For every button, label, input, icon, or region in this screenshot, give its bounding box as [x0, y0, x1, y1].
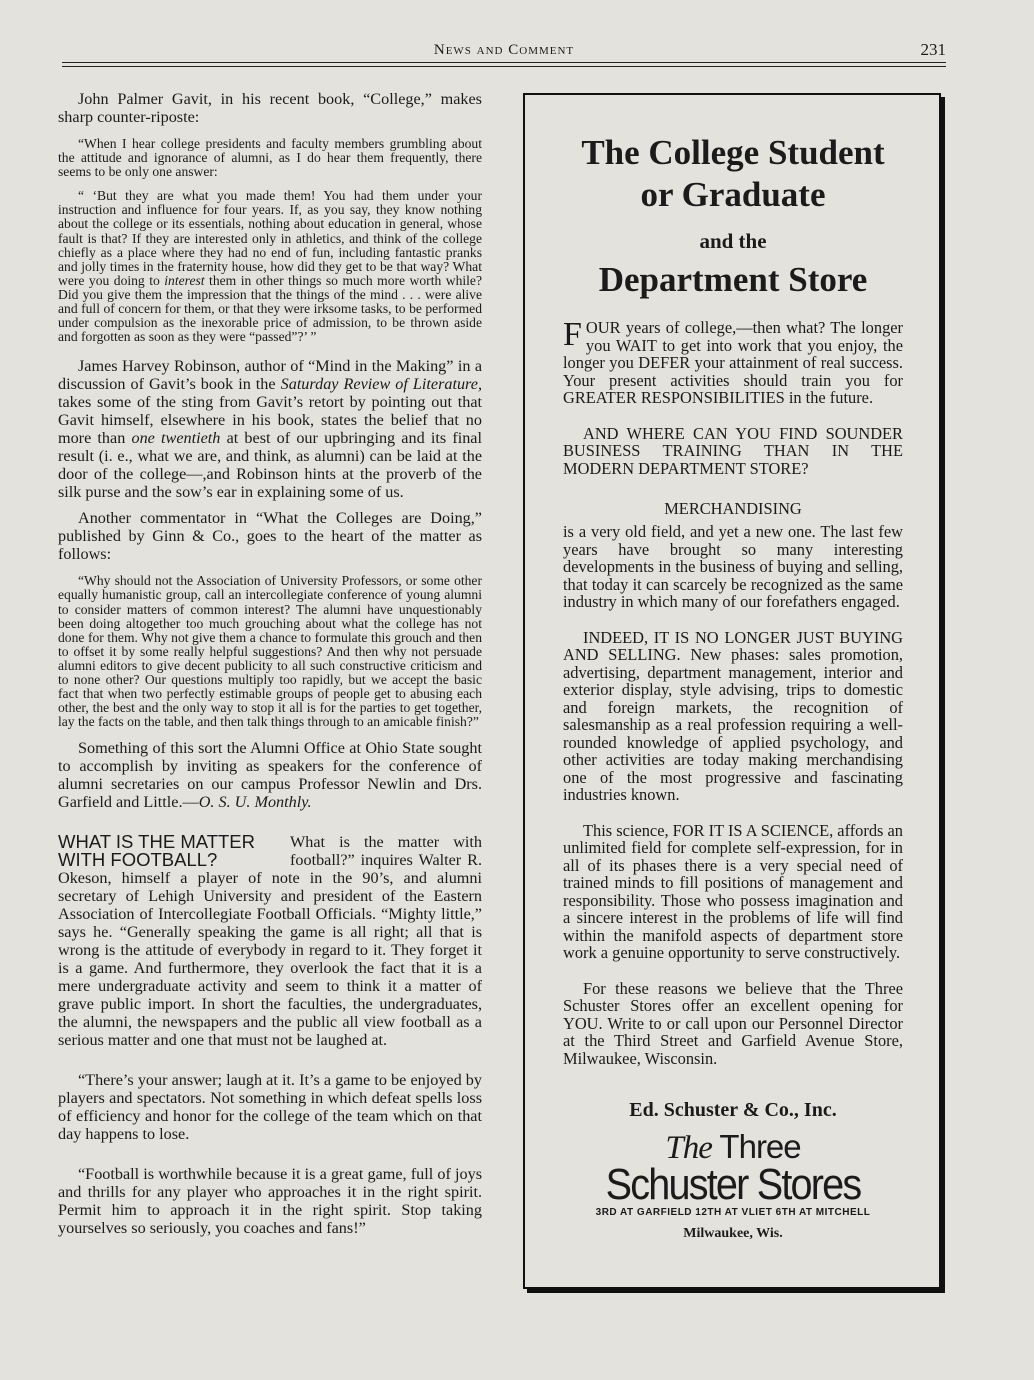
paragraph: James Harvey Robinson, author of “Mind in the Making” in a discussion of Gavit’s book in the Saturday Review of Literature, takes some of the sting from Gavit’s retort by pointing out that Gavit himself, elsewhere in his book, states the belief that no more than one twentieth at best of our upbringing and its final result (i. e., what we are, and think, as alumni) can be laid at the door of the college—,and Robinson hints at the proverb of the silk purse and the sow’s ear in explaining some of us. [58, 357, 482, 502]
block-quote: “When I hear college presidents and faculty members grumbling about the attitude and ignorance of alumni, as I do hear them frequently, there seems to be only one answer: [58, 136, 482, 180]
ad-signature: Ed. Schuster & Co., Inc. [629, 1099, 837, 1121]
ad-title: or Graduate [640, 175, 826, 214]
paragraph: Something of this sort the Alumni Office at Ohio State sought to accomplish by inviting as speakers for the conference of alumni secretaries on our campus Professor Newlin and Drs. Garfield and Little.—O. S. U. Monthly. [58, 739, 482, 812]
ad-title: Department Store [598, 260, 868, 299]
ad-paragraph: This science, FOR IT IS A SCIENCE, affords an unlimited field for complete self-expression, for in all of its phases there is a very special need of trained minds to fill positions of management and responsibility. Those who possess imagination and a sincere interest in the problems of life will find within the manifold aspects of department store work a genuine opportunity to serve constructively. [563, 820, 903, 962]
ad-subhead: MERCHANDISING [664, 499, 802, 518]
paragraph: “There’s your answer; laugh at it. It’s a game to be enjoyed by players and spectators. Not something in which defeat spells loss of efficiency and honor for the college of the team which on that day happens to lose. [58, 1071, 482, 1144]
left-column [58, 90, 482, 1237]
ad-paragraph: For these reasons we believe that the Three Schuster Stores offer an excellent opening for YOU. Write to or call upon our Personnel Director at the Third Street and Garfield Avenue Store, Milwaukee, Wisconsin. [563, 978, 903, 1068]
ad-subtitle: and the [699, 229, 767, 253]
paragraph: Another commentator in “What the Colleges are Doing,” published by Ginn & Co., goes to the heart of the matter as follows: [58, 509, 482, 564]
paragraph: John Palmer Gavit, in his recent book, “College,” makes sharp counter-riposte: [58, 90, 482, 126]
header-rule-2 [62, 66, 946, 67]
store-city: Milwaukee, Wis. [683, 1226, 783, 1241]
paragraph: What is the matter with football?” inquires Walter R. Okeson, himself a player of note in the 90’s, and alumni secretary of Lehigh University and president of the Eastern Association of Intercollegiate Football Officials. “Mighty little,” says he. “Generally speaking the game is all right; all that is wrong is the attitude of everybody in regard to it. They forget it is a game. And furthermore, they overlook the fact that it is a mere undergraduate activity and seem to think it a matter of grave public import. In short the faculties, the undergraduates, the alumni, the newspapers and the public all view football as a serious matter and one that must not be laughed at. [58, 833, 482, 1050]
ad-paragraph: FOUR years of college,—then what? The longer you WAIT to get into work that you enjoy, the longer you DEFER your attainment of real success. Your present activities should train you for GREATER RESPONSIBILITIES in the future. [563, 316, 903, 407]
ad-title: The College Student [581, 133, 885, 172]
block-quote: “ ‘But they are what you made them! You had them under your instruction and influence for four years. If, as you say, they know nothing about the college or its essentials, nothing about education in general, whose fault is that? If they are interested only in athletics, and think of the college chiefly as a place where they had no end of fun, including fantastic pranks and jolly times in the fraternity house, how did they get to be that way? What were you doing to interest them in other things so much more worth while? Did you give them the impression that the things of the mind . . . were alive and full of concern for them, or that they were irksome tasks, to be performed under compulsion as the inexorable price of admission, to be thrown aside and forgotten as soon as they were “passed”?’ ” [58, 188, 482, 345]
store-logo-name: Schuster Stores [605, 1160, 861, 1209]
block-quote: “Why should not the Association of University Professors, or some other equally humanistic group, call an intercollegiate conference of young alumni to consider matters of common interest? The alumni have unquestionably been doing altogether too much grouching about what the college has not done for them. Why not give them a chance to formulate this grouch and then to offset it by some really helpful suggestions? And then why not persuade alumni editors to give decent publicity to all such constructive criticism and to none other? Our questions multiply too rapidly, but we accept the basic fact that when two perfectly estimable groups of people get to abusing each other, the best and the only way to stop it all is for the parties to get together, lay the facts on the table, and then talk things through to an amicable finish?” [58, 573, 482, 730]
drop-cap: F [563, 316, 582, 353]
header-rule [62, 62, 946, 63]
section-heading: WHAT IS THE MATTER WITH FOOTBALL? [58, 831, 255, 871]
ad-paragraph: AND WHERE CAN YOU FIND SOUNDER BUSINESS TRAINING THAN IN THE MODERN DEPARTMENT STORE? [563, 423, 903, 478]
store-logo: The Three [665, 1128, 801, 1166]
running-title: News and Comment [433, 42, 575, 58]
ad-paragraph: is a very old field, and yet a new one. The last few years have brought so many interesting developments in the business of buying and selling, that today it can scarcely be recognized as the same industry in which many of our forefathers engaged. [563, 522, 903, 611]
ad-paragraph: INDEED, IT IS NO LONGER JUST BUYING AND SELLING. New phases: sales promotion, advertising, department management, interior and exterior display, style advising, trips to domestic and foreign markets, the recognition of salesmanship as a real profession requiring a well-rounded knowledge of applied psychology, and other activities are today making merchandising one of the most progressive and fascinating industries known. [563, 627, 903, 804]
page-number: 231 [920, 40, 946, 59]
store-addresses: 3RD AT GARFIELD 12TH AT VLIET 6TH AT MITCHELL [595, 1207, 871, 1218]
paragraph: “Football is worthwhile because it is a great game, full of joys and thrills for any player who approaches it in the right spirit. Permit him to approach it in the right spirit. Stop taking yourselves so seriously, you coaches and fans!” [58, 1165, 482, 1238]
advertisement [523, 93, 941, 1289]
